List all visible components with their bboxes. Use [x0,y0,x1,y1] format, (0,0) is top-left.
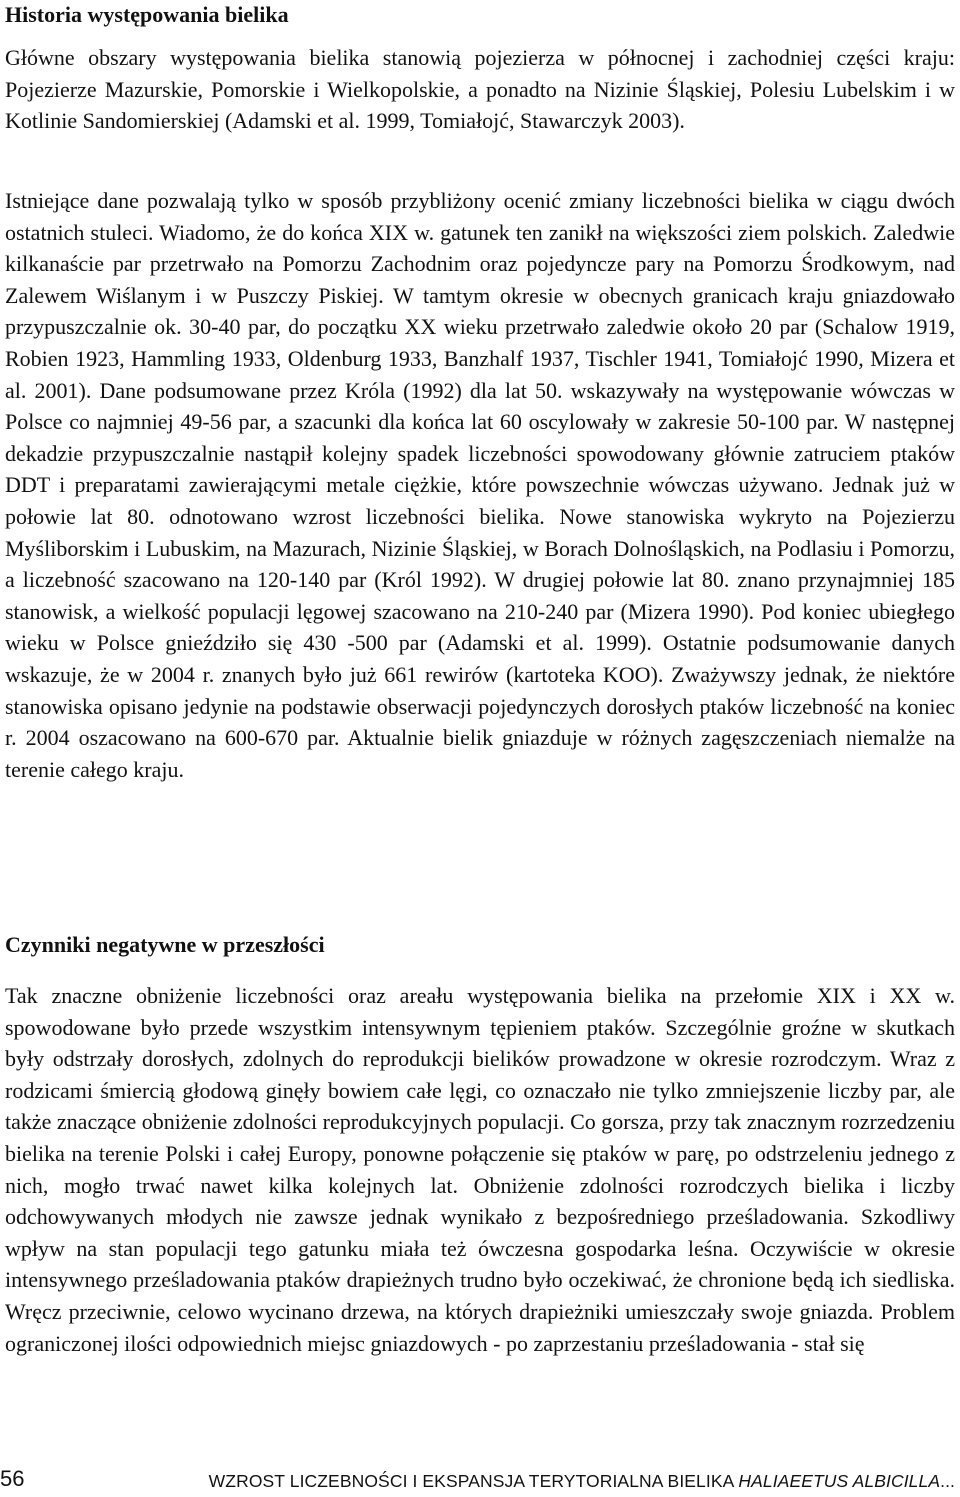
section-heading-negative-factors: Czynniki negatywne w przeszłości [5,932,325,957]
paragraph-distribution-areas: Główne obszary występowania bielika stanowią pojezierza w północnej i zachodniej części kraju: Pojezierze Mazurskie, Pomorskie i Wielkopolskie, a ponadto na Nizinie Śląskiej, Polesiu Lubelskim i w Kotlinie Sandomierskiej (Adamski et al. 1999, Tomiałojć, Stawarczyk 2003). [5,45,955,134]
page-number: 56 [0,1466,25,1491]
section-heading-history: Historia występowania bielika [5,2,289,27]
running-title-text: WZROST LICZEBNOŚCI I EKSPANSJA TERYTORIALNA BIELIKA [208,1471,739,1491]
paragraph-population-history: Istniejące dane pozwalają tylko w sposób przybliżony ocenić zmiany liczebności bielika w ciągu dwóch ostatnich stuleci. Wiadomo, że do końca XIX w. gatunek ten zanikł na większości ziem polskich. Zaledwie kilkanaście par przetrwało na Pomorzu Zachodnim oraz pojedyncze pary na Pomorzu Środkowym, nad Zalewem Wiślanym i w Puszczy Piskiej. W tamtym okresie w obecnych granicach kraju gniazdowało przypuszczalnie ok. 30-40 par, do początku XX wieku przetrwało zaledwie około 20 par (Schalow 1919, Robien 1923, Hammling 1933, Oldenburg 1933, Banzhalf 1937, Tischler 1941, Tomiałojć 1990, Mizera et al. 2001). Dane podsumowane przez Króla (1992) dla lat 50. wskazywały na występowanie wówczas w Polsce co najmniej 49-56 par, a szacunki dla końca lat 60 oscylowały w zakresie 50-100 par. W następnej dekadzie przypuszczalnie nastąpił kolejny spadek liczebności spowodowany głównie zatruciem ptaków DDT i preparatami zawierającymi metale ciężkie, które powszechnie wówczas używano. Jednak już w połowie lat 80. odnotowano wzrost liczebności bielika. Nowe stanowiska wykryto na Pojezierzu Myśliborskim i Lubuskim, na Mazurach, Nizinie Śląskiej, w Borach Dolnośląskich, na Podlasiu i Pomorzu, a liczebność szacowano na 120-140 par (Król 1992). W drugiej połowie lat 80. znano przynajmniej 185 stanowisk, a wielkość populacji lęgowej szacowano na 210-240 par (Mizera 1990). Pod koniec ubiegłego wieku w Polsce gnieździło się 430 -500 par (Adamski et al. 1999). Ostatnie podsumowanie danych wskazuje, że w 2004 r. znanych było już 661 rewirów (kartoteka KOO). Zważywszy jednak, że niektóre stanowiska opisano jedynie na podstawie obserwacji pojedynczych dorosłych ptaków liczebność na koniec r. 2004 oszacowano na 600-670 par. Aktualnie bielik gniazduje w różnych zagęszczeniach niemalże na terenie całego kraju. [5,188,955,782]
running-title-species: HALIAEETUS ALBICILLA [738,1471,941,1491]
running-title [209,1470,955,1492]
running-title-ellipsis: ... [940,1471,955,1491]
page-footer [0,1464,955,1492]
paragraph-negative-factors: Tak znaczne obniżenie liczebności oraz areału występowania bielika na przełomie XIX i XX w. spowodowane było przede wszystkim intensywnym tępieniem ptaków. Szczególnie groźne w skutkach były odstrzały dorosłych, zdolnych do reprodukcji bielików prowadzone w okresie rozrodczym. Wraz z rodzicami śmiercią głodową ginęły bowiem całe lęgi, co oznaczało nie tylko zmniejszenie liczby par, ale także znaczące obniżenie zdolności reprodukcyjnych populacji. Co gorsza, przy tak znacznym rozrzedzeniu bielika na terenie Polski i całej Europy, ponowne połączenie się ptaków w parę, po odstrzeleniu jednego z nich, mogło trwać nawet kilka kolejnych lat. Obniżenie zdolności rozrodczych bielika i liczby odchowywanych młodych nie zawsze jednak wynikało z bezpośredniego prześladowania. Szkodliwy wpływ na stan populacji tego gatunku miała też ówczesna gospodarka leśna. Oczywiście w okresie intensywnego prześladowania ptaków drapieżnych trudno było oczekiwać, że chronione będą ich siedliska. Wręcz przeciwnie, celowo wycinano drzewa, na których drapieżniki umieszczały swoje gniazda. Problem ograniczonej ilości odpowiednich miejsc gniazdowych - po zaprzestaniu prześladowania - stał się [5,983,955,1356]
